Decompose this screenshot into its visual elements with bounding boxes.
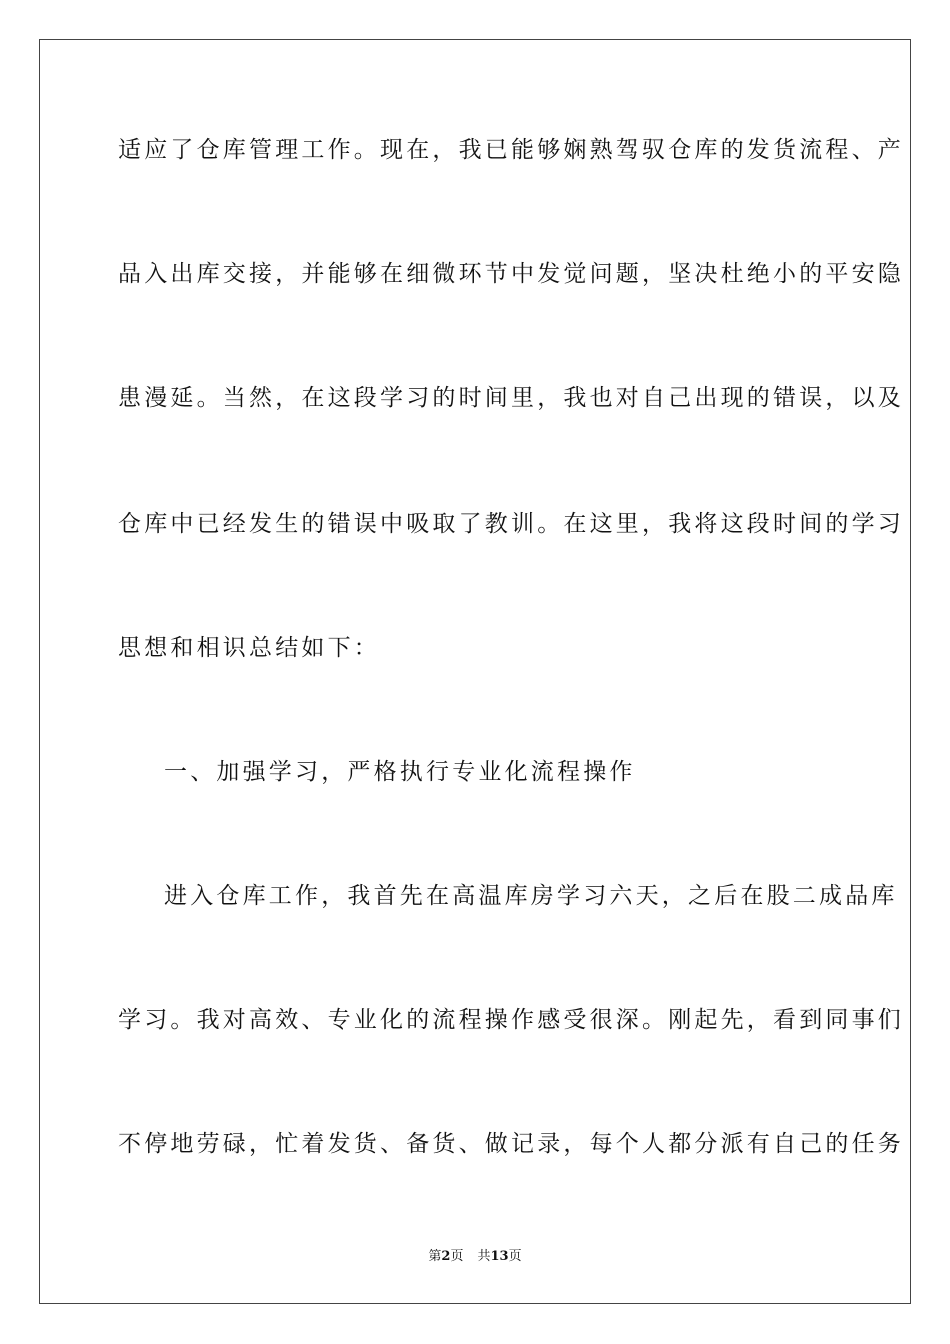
- page-border: [39, 39, 911, 1304]
- page-footer: [0, 1249, 950, 1265]
- total-prefix: 共: [477, 1249, 491, 1264]
- paragraph-line: 学习。我对高效、专业化的流程操作感受很深。刚起先，看到同事们: [118, 1007, 904, 1033]
- page-prefix: 第: [428, 1249, 442, 1264]
- paragraph-line: 品入出库交接，并能够在细微环节中发觉问题，坚决杜绝小的平安隐: [118, 261, 904, 287]
- section-heading: 一、加强学习，严格执行专业化流程操作: [164, 759, 636, 785]
- paragraph-line: 思想和相识总结如下：: [118, 635, 380, 661]
- page-suffix: 页: [450, 1249, 464, 1264]
- paragraph-line: 不停地劳碌，忙着发货、备货、做记录，每个人都分派有自己的任务: [118, 1131, 904, 1157]
- paragraph-line: 适应了仓库管理工作。现在，我已能够娴熟驾驭仓库的发货流程、产: [118, 137, 904, 163]
- paragraph-line: 仓库中已经发生的错误中吸取了教训。在这里，我将这段时间的学习: [118, 511, 904, 537]
- total-suffix: 页: [508, 1249, 522, 1264]
- total-pages: 13: [490, 1249, 509, 1264]
- paragraph-line: 进入仓库工作，我首先在高温库房学习六天，之后在股二成品库: [164, 883, 898, 909]
- paragraph-line: 患漫延。当然，在这段学习的时间里，我也对自己出现的错误，以及: [118, 385, 904, 411]
- page-number: 2: [441, 1249, 451, 1264]
